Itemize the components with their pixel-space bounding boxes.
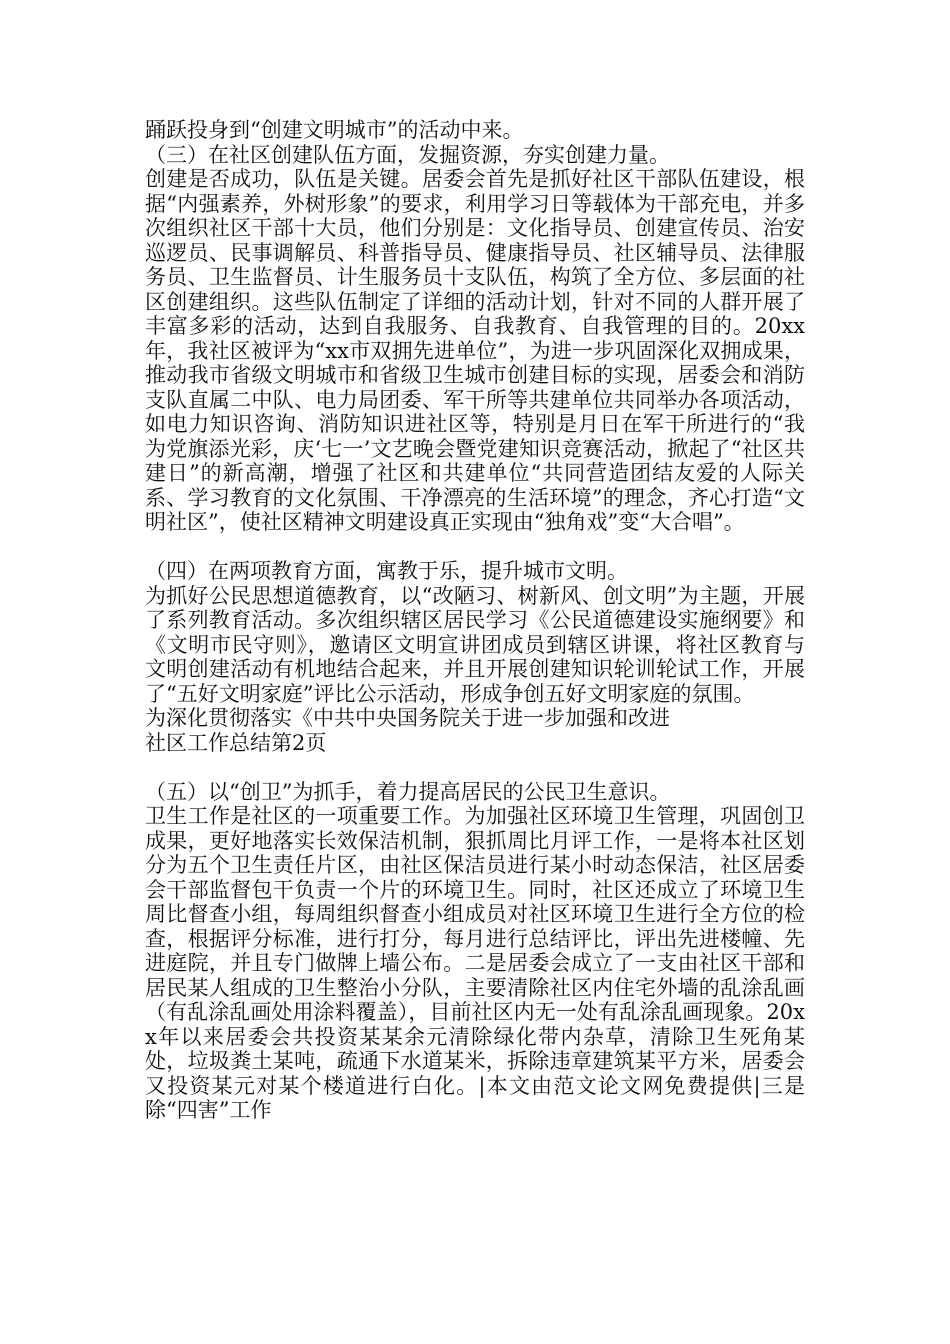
page-marker: 社区工作总结第2页	[145, 730, 327, 755]
section-heading-5: （五）以“创卫”为抓手，着力提高居民的公民卫生意识。	[145, 779, 671, 804]
paragraph-continuation: 踊跃投身到“创建文明城市”的活动中来。	[145, 118, 524, 142]
paragraph-gap	[145, 535, 805, 560]
section-heading-3: （三）在社区创建队伍方面，发掘资源，夯实创建力量。	[145, 142, 670, 167]
paragraph-sanitation: 卫生工作是社区的一项重要工作。为加强社区环境卫生管理，巩固创卫成果，更好地落实长效保洁机制，狠抓周比月评工作，一是将本社区划分为五个卫生责任片区，由社区保洁员进行某小时动态保洁，社区居委会干部监督包干负责一个片的环境卫生。同时，社区还成立了环境卫生周比督查小组，每周组织督查小组成员对社区环境卫生进行全方位的检查，根据评分标准，进行打分，每月进行总结评比，评出先进楼幢、先进庭院，并且专门做牌上墙公布。二是居委会成立了一支由社区干部和居民某人组成的卫生整治小分队，主要清除社区内住宅外墙的乱涂乱画（有乱涂乱画处用涂料覆盖），目前社区内无一处有乱涂乱画现象。20xx年以来居委会共投资某某余元清除绿化带内杂草，清除卫生死角某处，垃圾粪土某吨，疏通下水道某米，拆除违章建筑某平方米，居委会又投资某元对某个楼道进行白化。|本文由范文论文网免费提供|三是除“四害”工作	[145, 804, 805, 1122]
section-heading-4: （四）在两项教育方面，寓教于乐，提升城市文明。	[145, 559, 628, 583]
paragraph-team-building: 创建是否成功，队伍是关键。居委会首先是抓好社区干部队伍建设，根据“内强素养，外树形象”的要求，利用学习日等载体为干部充电，并多次组织社区干部十大员，他们分别是：文化指导员、创建宣传员、治安巡逻员、民事调解员、科普指导员、健康指导员、社区辅导员、法律服务员、卫生监督员、计生服务员十支队伍，构筑了全方位、多层面的社区创建组织。这些队伍制定了详细的活动计划，针对不同的人群开展了丰富多彩的活动，达到自我服务、自我教育、自我管理的目的。20xx年，我社区被评为“xx市双拥先进单位”，为进一步巩固深化双拥成果，推动我市省级文明城市和省级卫生城市创建目标的实现，居委会和消防支队直属二中队、电力局团委、军干所等共建单位共同举办各项活动，如电力知识咨询、消防知识进社区等，特别是月日在军干所进行的“我为党旗添光彩，庆‘七一’文艺晚会暨党建知识竞赛活动，掀起了“社区共建日”的新高潮，增强了社区和共建单位“共同营造团结友爱的人际关系、学习教育的文化氛围、干净漂亮的生活环境”的理念，齐心打造“文明社区”，使社区精神文明建设真正实现由“独角戏”变“大合唱”。	[145, 167, 805, 534]
document-body	[145, 118, 805, 1123]
paragraph-fragment: 为深化贯彻落实《中共中央国务院关于进一步加强和改进	[145, 706, 670, 730]
paragraph-gap	[145, 755, 805, 780]
paragraph-education: 为抓好公民思想道德教育，以“改陋习、树新风、创文明”为主题，开展了系列教育活动。多次组织辖区居民学习《公民道德建设实施纲要》和《文明市民守则》，邀请区文明宣讲团成员到辖区讲课，将社区教育与文明创建活动有机地结合起来，并且开展创建知识轮训轮试工作，开展了“五好文明家庭”评比公示活动，形成争创五好文明家庭的氛围。	[145, 583, 805, 706]
